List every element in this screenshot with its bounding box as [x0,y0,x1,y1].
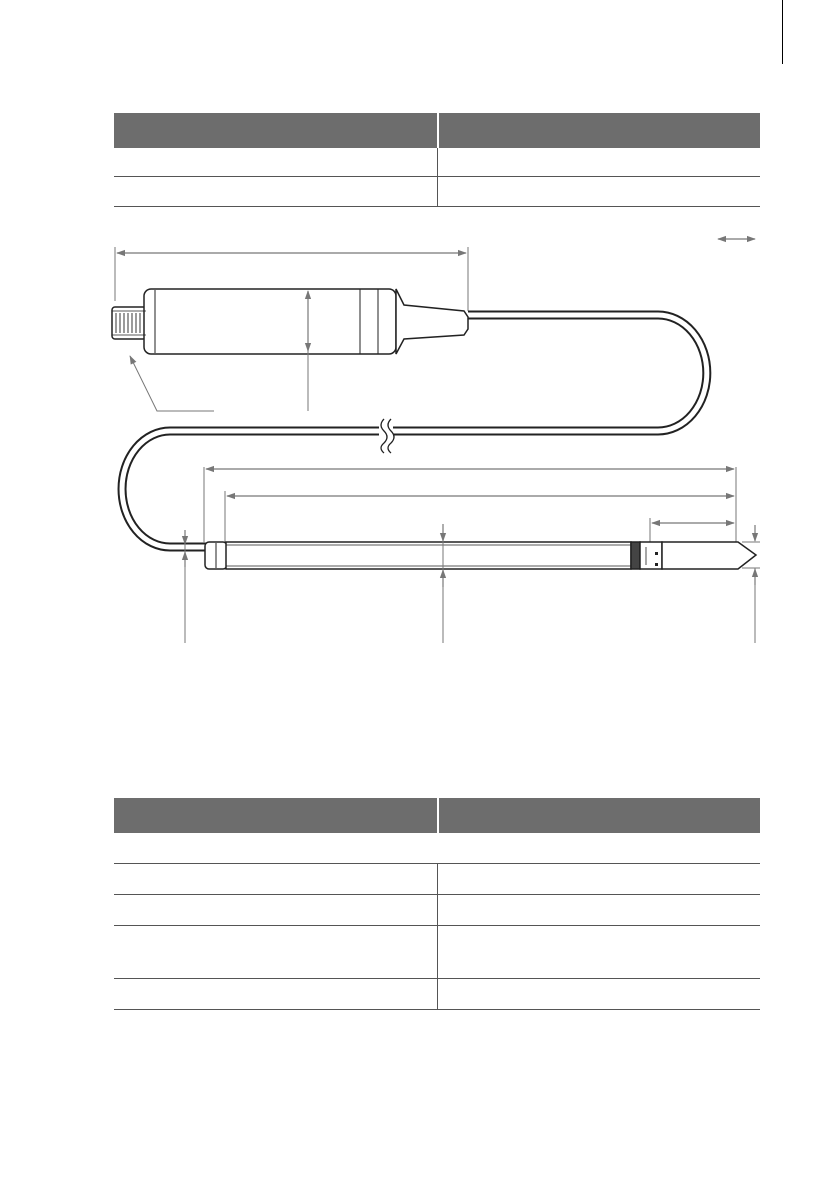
transmitter-housing [112,289,468,354]
page-edge-rule [782,0,783,64]
table-row [114,926,760,979]
table-row [114,895,760,926]
table-row [114,177,760,207]
table-section-cell [114,833,760,864]
spec-table-bottom [114,798,760,1010]
table-cell [438,177,761,207]
table-cell [114,177,438,207]
connector-callout-leader [130,356,214,411]
table-row [114,148,760,177]
probe-dimension-drawing [0,225,839,655]
table-header-row [114,113,760,148]
table-header-cell [114,113,438,148]
table-cell [114,926,438,979]
dimension-probe-length-tube [225,491,734,543]
table-cell [114,864,438,895]
table-header-cell [114,798,438,833]
probe-body [205,542,756,569]
table-section-row [114,833,760,864]
table-row [114,979,760,1010]
cable-break-mark [379,419,394,453]
table-row [114,864,760,895]
table-cell [438,895,761,926]
table-header-cell [438,798,761,833]
dimension-tip-diameter [742,525,760,643]
table-cell [114,979,438,1010]
table-cell [438,979,761,1010]
table-cell [114,148,438,177]
table-cell [438,148,761,177]
table-header-row [114,798,760,833]
table-header-cell [438,113,761,148]
table-cell [114,895,438,926]
table-cell [438,926,761,979]
spec-table-top [114,113,760,207]
dimension-probe-length-total [204,467,736,543]
table-cell [438,864,761,895]
dimension-probe-tip-length [650,518,734,543]
